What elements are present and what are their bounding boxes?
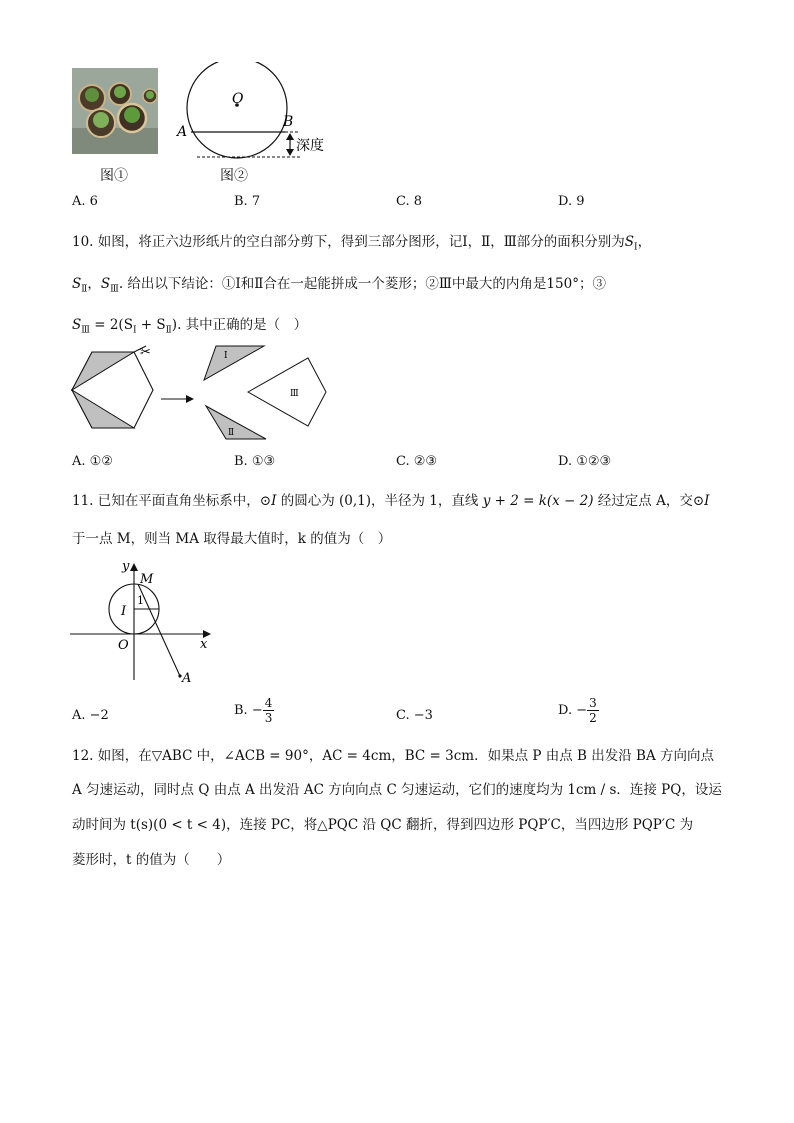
transform-arrow-head — [186, 395, 194, 403]
q10-line-2 — [72, 272, 606, 295]
q10-formula-s1sub: Ⅰ — [132, 325, 137, 336]
label-one: 1 — [137, 594, 144, 607]
piece-iii-label: Ⅲ — [290, 389, 299, 399]
q10-formula-s2sub: Ⅱ — [165, 325, 172, 336]
label-a: A — [182, 671, 192, 686]
q10-formula-eq: = 2(S — [89, 317, 133, 333]
center-label-o: O — [232, 91, 244, 107]
point-b-label: B — [283, 114, 294, 130]
figure-caption-2: 图② — [220, 168, 248, 184]
outer-circle — [187, 62, 287, 158]
q10-formula-sub: Ⅲ — [81, 325, 90, 336]
q10-formula-s: S — [72, 317, 82, 333]
label-m: M — [140, 572, 154, 587]
q11-option-b-num: 4 — [264, 696, 273, 710]
q10-s2-sub: Ⅱ — [81, 284, 88, 295]
figure-caption-1: 图① — [100, 168, 128, 184]
piece-ii-label: Ⅱ — [228, 428, 235, 438]
q10-line-3 — [72, 313, 307, 336]
piece-i — [204, 346, 264, 380]
q9-option-d: D. 9 — [558, 194, 585, 209]
depth-arrow-up — [286, 133, 294, 140]
q11-option-b-fraction — [263, 696, 275, 725]
q11-option-d — [558, 696, 599, 725]
q10-formula-close: ) — [171, 317, 178, 333]
q11-option-d-den: 2 — [589, 711, 597, 725]
q11-option-a: A. −2 — [72, 708, 109, 723]
circle-depth-diagram — [172, 62, 342, 164]
q10-option-c: C. ②③ — [396, 454, 438, 469]
q10-s3-sub: Ⅲ — [110, 284, 119, 295]
q10-s1: S — [624, 234, 635, 250]
q11-option-d-prefix: D. − — [558, 703, 588, 718]
plant-photo — [72, 68, 158, 154]
y-axis-arrow — [130, 563, 138, 571]
q11-line-2: 于一点 M，则当 MA 取得最大值时，k 的值为（ ） — [72, 531, 392, 547]
piece-i-label: Ⅰ — [224, 351, 228, 361]
q11-option-b-den: 3 — [264, 711, 273, 725]
plant-photo-drawing — [72, 68, 158, 154]
piece-iii — [248, 358, 326, 426]
q10-s1-sub: Ⅰ — [634, 242, 638, 253]
piece-ii — [206, 406, 266, 439]
line-ma — [138, 584, 180, 676]
q10-s2: S — [72, 276, 82, 292]
q11-line-1 — [72, 489, 710, 509]
q10-sep: ， — [87, 276, 101, 292]
q11-option-b-prefix: B. − — [234, 703, 263, 718]
point-a-label: A — [177, 124, 188, 140]
q10-formula-plus: + S — [136, 317, 166, 333]
q10-option-b: B. ①③ — [234, 454, 276, 469]
q10-s3: S — [100, 276, 111, 292]
q11-i-1: I — [271, 493, 277, 509]
q11-text-c: 经过定点 A，交⊙ — [593, 493, 705, 509]
q12-line-1: 12. 如图，在▽ABC 中，∠ACB = 90°，AC = 4cm，BC = 3cm．如果点 P 由点 B 出发沿 BA 方向向点 — [72, 748, 715, 764]
q10-comma: ， — [637, 234, 652, 250]
hexagon-figure — [68, 342, 338, 444]
q11-text-b: 的圆心为 (0,1)，半径为 1，直线 — [276, 493, 483, 509]
label-o: O — [118, 638, 129, 653]
q9-option-a: A. 6 — [72, 194, 98, 209]
q11-option-d-fraction — [587, 696, 599, 725]
q10-option-a: A. ①② — [72, 454, 113, 469]
coordinate-figure — [68, 556, 218, 686]
depth-label: 深度 — [296, 138, 324, 154]
q11-option-b — [234, 696, 274, 725]
q10-line-2-rest: . 给出以下结论：①Ⅰ和Ⅱ合在一起能拼成一个菱形；②Ⅲ中最大的内角是150°；③ — [118, 276, 606, 292]
q12-line-4: 菱形时，t 的值为（ ） — [72, 852, 231, 868]
depth-arrow-down — [286, 149, 294, 156]
q11-i-2: I — [704, 493, 710, 509]
q11-option-d-num: 3 — [589, 696, 597, 710]
y-axis-label: y — [122, 559, 130, 574]
q10-line-1-text: 10. 如图，将正六边形纸片的空白部分剪下，得到三部分图形，记Ⅰ，Ⅱ，Ⅲ部分的面积分别为 — [72, 234, 625, 250]
scissors-icon: ✂ — [140, 345, 151, 360]
label-i: I — [121, 604, 127, 619]
x-axis-label: x — [200, 637, 208, 652]
q9-option-c: C. 8 — [396, 194, 423, 209]
q11-option-c: C. −3 — [396, 708, 433, 723]
q11-equation: y + 2 = k(x − 2) — [482, 493, 594, 509]
q10-line-1 — [72, 230, 651, 253]
q10-option-d: D. ①②③ — [558, 454, 612, 469]
q12-line-3: 动时间为 t(s)(0 < t < 4)，连接 PC，将△PQC 沿 QC 翻折，得到四边形 PQP′C，当四边形 PQP′C 为 — [72, 817, 694, 833]
q12-line-2: A 匀速运动，同时点 Q 由点 A 出发沿 AC 方向向点 C 匀速运动，它们的速度均为 1cm / s．连接 PQ，设运 — [72, 782, 722, 798]
q10-line-3-rest: . 其中正确的是（ ） — [177, 317, 308, 333]
q11-text-a: 11. 已知在平面直角坐标系中，⊙ — [72, 493, 272, 509]
q9-option-b: B. 7 — [234, 194, 261, 209]
